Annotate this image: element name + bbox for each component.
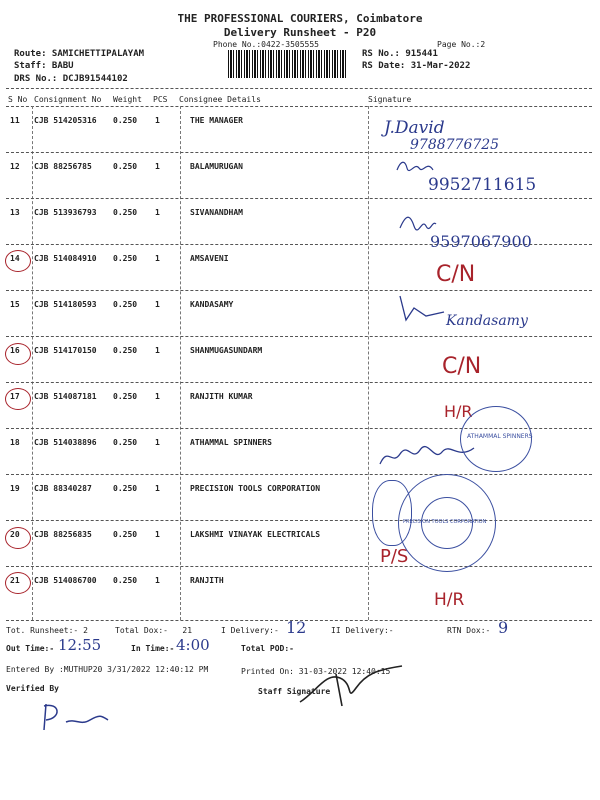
row-20-circle xyxy=(5,527,31,549)
runsheet-subtitle: Delivery Runsheet - P20 xyxy=(223,26,377,39)
row-pcs: 1 xyxy=(155,438,160,447)
col-signature: Signature xyxy=(368,95,412,104)
row-16-circle xyxy=(5,343,31,365)
row-17-circle xyxy=(5,388,31,410)
tot-runsheet: Tot. Runsheet:- 2 xyxy=(6,626,88,635)
row-consignment: CJB 514087181 xyxy=(34,392,97,401)
row-pcs: 1 xyxy=(155,576,160,585)
rtn-dox-value: 9 xyxy=(498,618,509,637)
row-consignment: CJB 513936793 xyxy=(34,208,97,217)
row-consignment: CJB 514086700 xyxy=(34,576,97,585)
row-weight: 0.250 xyxy=(113,116,138,125)
row-pcs: 1 xyxy=(155,208,160,217)
out-time-value: 12:55 xyxy=(58,636,102,654)
row-consignee: KANDASAMY xyxy=(190,300,234,309)
i-delivery-value: 12 xyxy=(286,618,307,637)
row-sno: 13 xyxy=(10,208,20,217)
row-consignment: CJB 88256835 xyxy=(34,530,92,539)
drs-number: DRS No.: DCJB91544102 xyxy=(14,74,128,84)
col-divider xyxy=(368,106,369,620)
row-sno: 20 xyxy=(10,530,20,539)
row-divider xyxy=(6,290,592,291)
precision-stamp xyxy=(398,474,496,572)
hand-loop xyxy=(372,480,412,546)
row-consignee: RANJITH xyxy=(190,576,224,585)
row-pcs: 1 xyxy=(155,346,160,355)
col-consignment: Consignment No xyxy=(34,95,102,104)
page-number: Page No.:2 xyxy=(437,40,486,49)
note-row-17: H/R xyxy=(444,402,473,421)
row-pcs: 1 xyxy=(155,254,160,263)
row-sno: 18 xyxy=(10,438,20,447)
staff-signature xyxy=(296,662,406,712)
row-consignment: CJB 88256785 xyxy=(34,162,92,171)
signature-row-11: J.David xyxy=(384,118,445,138)
athammal-stamp xyxy=(460,406,532,472)
note-row-16: C/N xyxy=(442,354,482,379)
total-pod-label: Total POD:- xyxy=(241,644,294,653)
row-consignee: SHANMUGASUNDARM xyxy=(190,346,263,355)
staff-signature-label: Staff Signature xyxy=(258,687,331,696)
header-rule-top xyxy=(6,88,592,89)
row-consignment: CJB 514170150 xyxy=(34,346,97,355)
row-pcs: 1 xyxy=(155,116,160,125)
athammal-stamp-text: ATHAMMAL SPINNERS xyxy=(467,433,533,440)
signature-scribble-row-13 xyxy=(398,210,438,232)
row-sno: 14 xyxy=(10,254,20,263)
entered-by: Entered By :MUTHUP20 3/31/2022 12:40:12 PM xyxy=(6,665,209,674)
row-sno: 19 xyxy=(10,484,20,493)
note-row-14: C/N xyxy=(436,262,476,287)
row-consignment: CJB 514038896 xyxy=(34,438,97,447)
row-sno: 16 xyxy=(10,346,20,355)
row-consignment: CJB 514205316 xyxy=(34,116,97,125)
col-consignee: Consignee Details xyxy=(179,95,261,104)
row-divider xyxy=(6,382,592,383)
row-14-circle xyxy=(5,250,31,272)
row-pcs: 1 xyxy=(155,300,160,309)
rs-number: RS No.: 915441 xyxy=(362,49,438,59)
out-time-label: Out Time:- xyxy=(6,644,55,653)
total-dox: Total Dox:- 21 xyxy=(115,626,193,635)
phone-row-12: 9952711615 xyxy=(428,175,537,195)
signature-scribble-row-15 xyxy=(396,292,446,326)
row-divider xyxy=(6,336,592,337)
barcode xyxy=(228,50,348,78)
row-consignee: ATHAMMAL SPINNERS xyxy=(190,438,272,447)
row-consignee: BALAMURUGAN xyxy=(190,162,243,171)
col-divider xyxy=(180,106,181,620)
row-sno: 15 xyxy=(10,300,20,309)
row-sno: 21 xyxy=(10,576,20,585)
rs-date: RS Date: 31-Mar-2022 xyxy=(362,61,471,71)
row-divider xyxy=(6,474,592,475)
row-weight: 0.250 xyxy=(113,300,138,309)
row-weight: 0.250 xyxy=(113,208,138,217)
row-consignment: CJB 514084910 xyxy=(34,254,97,263)
row-consignee: SIVANANDHAM xyxy=(190,208,243,217)
row-weight: 0.250 xyxy=(113,576,138,585)
col-pcs: PCS xyxy=(153,95,168,104)
in-time-value: 4:00 xyxy=(176,636,210,654)
header-rule-bottom xyxy=(6,106,592,107)
company-title: THE PROFESSIONAL COURIERS, Coimbatore xyxy=(177,12,423,25)
row-pcs: 1 xyxy=(155,484,160,493)
row-consignee: PRECISION TOOLS CORPORATION xyxy=(190,484,321,493)
row-sno: 17 xyxy=(10,392,20,401)
row-weight: 0.250 xyxy=(113,484,138,493)
row-weight: 0.250 xyxy=(113,254,138,263)
row-consignee: LAKSHMI VINAYAK ELECTRICALS xyxy=(190,530,321,539)
col-divider xyxy=(32,106,33,620)
row-pcs: 1 xyxy=(155,162,160,171)
i-delivery-label: I Delivery:- xyxy=(221,626,279,635)
printed-on: Printed On: 31-03-2022 12:40:15 xyxy=(241,667,391,676)
note-row-20: P/S xyxy=(380,546,409,567)
precision-stamp-text: PRECISION TOOLS CORPORATION xyxy=(403,519,487,525)
row-divider xyxy=(6,152,592,153)
verifier-signature xyxy=(36,700,116,734)
col-sno: S No xyxy=(8,95,28,104)
row-consignment: CJB 514180593 xyxy=(34,300,97,309)
row-weight: 0.250 xyxy=(113,438,138,447)
row-divider xyxy=(6,566,592,567)
row-weight: 0.250 xyxy=(113,346,138,355)
verified-by-label: Verified By xyxy=(6,684,59,693)
note-row-21: H/R xyxy=(434,590,465,610)
row-consignment: CJB 88340287 xyxy=(34,484,92,493)
row-weight: 0.250 xyxy=(113,162,138,171)
staff-label: Staff: BABU xyxy=(14,61,74,71)
row-21-circle xyxy=(5,572,31,594)
row-divider xyxy=(6,520,592,521)
row-divider xyxy=(6,198,592,199)
signature-scribble-row-12 xyxy=(395,158,435,174)
row-sno: 12 xyxy=(10,162,20,171)
col-weight: Weight xyxy=(113,95,142,104)
row-pcs: 1 xyxy=(155,392,160,401)
row-weight: 0.250 xyxy=(113,530,138,539)
route-label: Route: SAMICHETTIPALAYAM xyxy=(14,49,145,59)
phone-row-11: 9788776725 xyxy=(410,137,500,153)
signature-row-15: Kandasamy xyxy=(446,313,528,329)
row-pcs: 1 xyxy=(155,530,160,539)
rtn-dox-label: RTN Dox:- xyxy=(447,626,491,635)
row-weight: 0.250 xyxy=(113,392,138,401)
phone-row-13: 9597067900 xyxy=(430,232,532,251)
row-consignee: THE MANAGER xyxy=(190,116,243,125)
ii-delivery-label: II Delivery:- xyxy=(331,626,394,635)
row-sno: 11 xyxy=(10,116,20,125)
row-consignee: RANJITH KUMAR xyxy=(190,392,253,401)
row-consignee: AMSAVENI xyxy=(190,254,229,263)
phone-number: Phone No.:0422-3505555 xyxy=(213,40,319,49)
in-time-label: In Time:- xyxy=(131,644,175,653)
